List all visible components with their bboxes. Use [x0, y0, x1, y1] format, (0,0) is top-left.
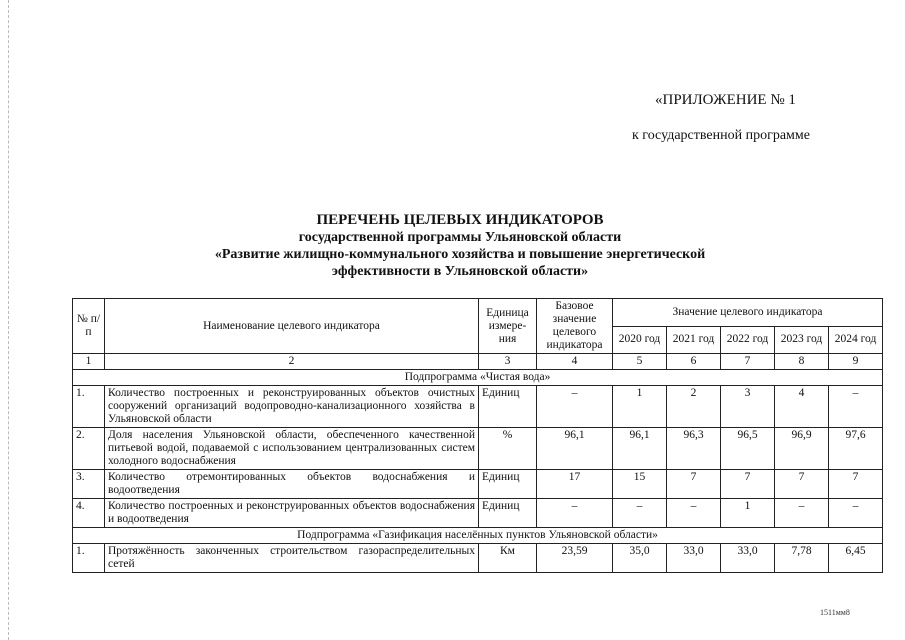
row-value: – — [667, 499, 721, 528]
row-value: 15 — [613, 470, 667, 499]
row-num: 4. — [73, 499, 105, 528]
row-value: – — [829, 499, 883, 528]
row-value: 2 — [667, 386, 721, 428]
row-value: 33,0 — [667, 544, 721, 573]
row-name: Количество построенных и реконструированных объектов очистных сооружений организаций водопроводно-канализационного хозяйства в Ульяновской области — [105, 386, 479, 428]
row-num: 1. — [73, 386, 105, 428]
scan-stamp: 1511мм8 — [820, 608, 850, 617]
appendix-subtitle: к государственной программе — [632, 128, 810, 143]
title-line-2: государственной программы Ульяновской области — [298, 230, 622, 245]
title-line-4: эффективности в Ульяновской области» — [331, 264, 589, 279]
col-number: 4 — [537, 354, 613, 370]
col-number: 3 — [479, 354, 537, 370]
row-value: 4 — [775, 386, 829, 428]
appendix-title: «ПРИЛОЖЕНИЕ № 1 — [655, 92, 796, 108]
row-value: 33,0 — [721, 544, 775, 573]
col-number: 1 — [73, 354, 105, 370]
row-value: 1 — [613, 386, 667, 428]
header-year: 2023 год — [775, 326, 829, 354]
header-value-group: Значение целевого индикатора — [613, 299, 883, 327]
col-number: 6 — [667, 354, 721, 370]
table-row — [73, 428, 883, 470]
row-name: Доля населения Ульяновской области, обеспеченного качественной питьевой водой, подаваемой с использованием централизованных систем холодного водоснабжения — [105, 428, 479, 470]
header-num: № п/п — [73, 299, 105, 354]
header-year: 2024 год — [829, 326, 883, 354]
row-num: 2. — [73, 428, 105, 470]
header-year: 2022 год — [721, 326, 775, 354]
row-base: 96,1 — [537, 428, 613, 470]
row-base: – — [537, 386, 613, 428]
row-value: 7 — [667, 470, 721, 499]
col-number: 9 — [829, 354, 883, 370]
header-name: Наименование целевого индикатора — [105, 299, 479, 354]
row-value: – — [775, 499, 829, 528]
row-value: 96,9 — [775, 428, 829, 470]
header-year: 2021 год — [667, 326, 721, 354]
row-num: 1. — [73, 544, 105, 573]
indicators-table — [72, 298, 883, 573]
row-value: 35,0 — [613, 544, 667, 573]
row-value: – — [613, 499, 667, 528]
col-number: 5 — [613, 354, 667, 370]
row-value: 96,3 — [667, 428, 721, 470]
table-row — [73, 470, 883, 499]
title-line-3: «Развитие жилищно-коммунального хозяйства и повышение энергетической — [214, 247, 706, 262]
col-number: 7 — [721, 354, 775, 370]
table-row — [73, 499, 883, 528]
row-unit: Единиц — [479, 499, 537, 528]
row-name: Количество построенных и реконструированных объектов водоснабжения и водоотведения — [105, 499, 479, 528]
row-unit: % — [479, 428, 537, 470]
row-value: 96,5 — [721, 428, 775, 470]
col-number: 8 — [775, 354, 829, 370]
row-num: 3. — [73, 470, 105, 499]
document-title — [100, 212, 820, 280]
row-value: 6,45 — [829, 544, 883, 573]
subprogram-clean-water: Подпрограмма «Чистая вода» — [73, 370, 883, 386]
table-row — [73, 544, 883, 573]
row-value: 97,6 — [829, 428, 883, 470]
row-value: 7 — [775, 470, 829, 499]
row-unit: Единиц — [479, 386, 537, 428]
row-value: 7 — [829, 470, 883, 499]
row-name: Количество отремонтированных объектов водоснабжения и водоотведения — [105, 470, 479, 499]
page-edge — [8, 0, 10, 640]
subprogram-gasification: Подпрограмма «Газификация населённых пунктов Ульяновской области» — [73, 528, 883, 544]
header-unit: Единица измере-ния — [479, 299, 537, 354]
row-value: – — [829, 386, 883, 428]
column-number-row — [73, 354, 883, 370]
row-unit: Км — [479, 544, 537, 573]
row-value: 7 — [721, 470, 775, 499]
row-value: 7,78 — [775, 544, 829, 573]
title-line-1: ПЕРЕЧЕНЬ ЦЕЛЕВЫХ ИНДИКАТОРОВ — [316, 212, 604, 228]
col-number: 2 — [105, 354, 479, 370]
row-value: 1 — [721, 499, 775, 528]
row-name: Протяжённость законченных строительством газораспределительных сетей — [105, 544, 479, 573]
row-base: 17 — [537, 470, 613, 499]
header-base: Базовое значение целевого индикатора — [537, 299, 613, 354]
row-base: – — [537, 499, 613, 528]
row-base: 23,59 — [537, 544, 613, 573]
header-year: 2020 год — [613, 326, 667, 354]
row-value: 96,1 — [613, 428, 667, 470]
row-unit: Единиц — [479, 470, 537, 499]
row-value: 3 — [721, 386, 775, 428]
table-row — [73, 386, 883, 428]
